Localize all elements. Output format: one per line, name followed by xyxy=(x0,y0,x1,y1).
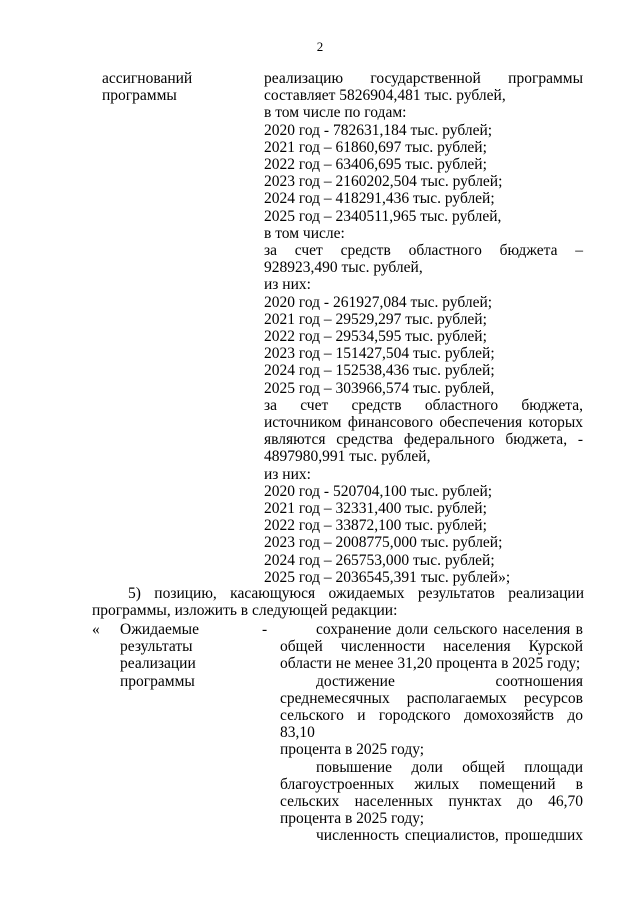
results-label xyxy=(120,621,230,690)
funding-detail-line: реализацию государственной программы xyxy=(264,70,583,87)
result-item xyxy=(280,759,583,828)
funding-detail-line: за счет средств областного бюджета, xyxy=(264,396,583,414)
paragraph-line: 5) позицию, касающуюся ожидаемых результатов реализации xyxy=(128,585,584,602)
funding-detail-line: 2020 год - 782631,184 тыс. рублей; xyxy=(264,121,493,139)
funding-detail-line: 2025 год – 2340511,965 тыс. рублей, xyxy=(264,207,502,225)
funding-detail-line: 2020 год - 261927,084 тыс. рублей; xyxy=(264,293,493,311)
results-label-line: реализации xyxy=(120,655,196,673)
result-line: достижение соотношения xyxy=(316,672,583,690)
result-line: сельского и городского домохозяйств до 83,10 xyxy=(280,707,583,742)
funding-detail-line: 2025 год – 2036545,391 тыс. рублей»; xyxy=(264,568,511,586)
funding-detail-line: 2022 год – 33872,100 тыс. рублей; xyxy=(264,517,487,535)
results-label-line: результаты xyxy=(120,638,193,656)
funding-detail-line: 2025 год – 303966,574 тыс. рублей, xyxy=(264,379,495,397)
funding-detail-line: источником финансового обеспечения которых xyxy=(264,414,583,432)
paragraph-item-5 xyxy=(92,585,584,619)
result-line: сохранение доли сельского населения в xyxy=(316,621,583,638)
funding-detail-line: за счет средств областного бюджета – xyxy=(264,242,583,260)
funding-detail-line: 2021 год – 61860,697 тыс. рублей; xyxy=(264,138,487,156)
result-line: повышение доли общей площади xyxy=(316,758,583,776)
separator-dash: - xyxy=(262,621,268,638)
result-item xyxy=(280,673,583,759)
opening-quote: « xyxy=(92,621,100,638)
result-line: благоустроенных жилых помещений в xyxy=(280,775,583,793)
funding-detail-line: 2022 год – 29534,595 тыс. рублей; xyxy=(264,328,487,346)
result-line: процента в 2025 году; xyxy=(280,810,425,828)
paragraph-line: программы, изложить в следующей редакции: xyxy=(92,602,398,620)
result-line: численность специалистов, прошедших xyxy=(316,827,583,845)
funding-detail-line: 2023 год – 2160202,504 тыс. рублей; xyxy=(264,173,503,191)
funding-detail-line: являются средства федерального бюджета, - xyxy=(264,431,583,449)
funding-detail-line: 2021 год – 29529,297 тыс. рублей; xyxy=(264,310,487,328)
funding-detail-line: 2020 год - 520704,100 тыс. рублей; xyxy=(264,482,493,500)
funding-detail-line: 2023 год – 151427,504 тыс. рублей; xyxy=(264,345,495,363)
results-list xyxy=(280,621,583,845)
result-item xyxy=(280,827,583,844)
funding-label-line: ассигнований xyxy=(102,70,193,87)
page-number: 2 xyxy=(316,39,324,54)
funding-detail-line: 2022 год – 63406,695 тыс. рублей; xyxy=(264,156,487,174)
funding-label xyxy=(102,70,252,104)
results-label-line: Ожидаемые xyxy=(120,621,199,638)
result-line: процента в 2025 году; xyxy=(280,741,425,759)
funding-detail-line: 2024 год – 265753,000 тыс. рублей; xyxy=(264,551,495,569)
funding-detail-line: в том числе по годам: xyxy=(264,104,407,122)
funding-detail-line: 2021 год – 32331,400 тыс. рублей; xyxy=(264,500,487,518)
funding-detail-line: составляет 5826904,481 тыс. рублей, xyxy=(264,87,506,105)
funding-detail-line: 4897980,991 тыс. рублей, xyxy=(264,448,431,466)
funding-detail-line: 2023 год – 2008775,000 тыс. рублей; xyxy=(264,534,503,552)
funding-detail-line: 2024 год – 418291,436 тыс. рублей; xyxy=(264,190,495,208)
result-line: области не менее 31,20 процента в 2025 году; xyxy=(280,655,581,673)
funding-detail-line: 928923,490 тыс. рублей, xyxy=(264,259,423,277)
funding-label-line: программы xyxy=(102,87,177,105)
funding-detail-line: 2024 год – 152538,436 тыс. рублей; xyxy=(264,362,495,380)
funding-detail-line: из них: xyxy=(264,276,311,294)
funding-detail-line: в том числе: xyxy=(264,224,345,242)
result-line: среднемесячных располагаемых ресурсов xyxy=(280,689,583,707)
funding-detail-line: из них: xyxy=(264,465,311,483)
result-item xyxy=(280,621,583,673)
result-line: сельских населенных пунктах до 46,70 xyxy=(280,793,583,811)
funding-details xyxy=(264,70,583,586)
result-line: общей численности населения Курской xyxy=(280,638,583,656)
results-label-line: программы xyxy=(120,672,195,690)
